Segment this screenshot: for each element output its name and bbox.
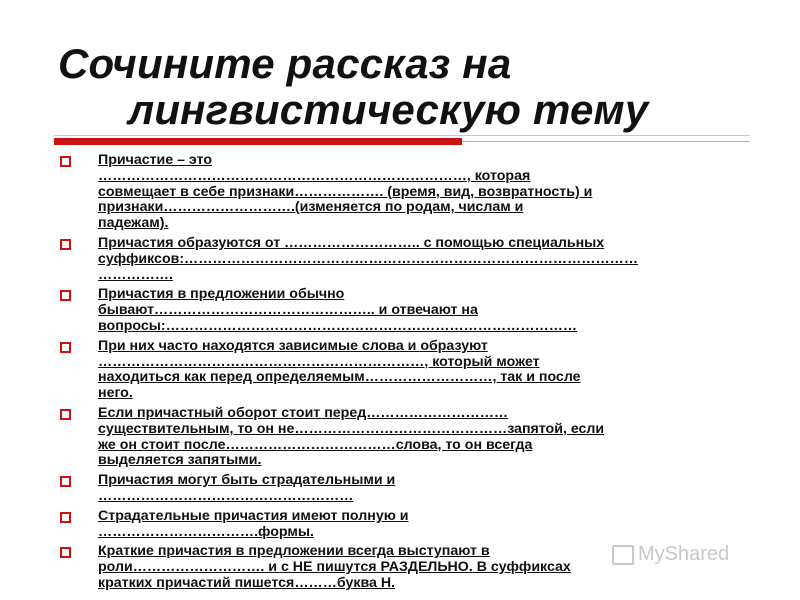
bullet-item — [58, 339, 748, 402]
watermark-logo-icon — [612, 545, 634, 565]
square-bullet-icon — [60, 512, 71, 523]
bullet-text: Причастия образуются от ……………………….. с помощью специальных суффиксов:…………………………………………………………………………………… ……………. — [98, 234, 639, 283]
bullet-text: Страдательные причастия имеют полную и …………………………….формы. — [98, 507, 409, 540]
square-bullet-icon — [60, 342, 71, 353]
bullet-text: Причастия в предложении обычно бывают……………………………………….. и отвечают на вопросы:…………………………………………………………………………… — [98, 286, 578, 334]
square-bullet-icon — [60, 476, 71, 487]
bullet-item — [58, 287, 748, 334]
watermark — [612, 543, 729, 566]
bullet-text: Если причастный оборот стоит перед………………………… существительным, то он не………………………………………запятой, если же он стоит после………………………………слова, то он всегда выделяется запятыми. — [98, 404, 605, 469]
square-bullet-icon — [60, 547, 71, 558]
square-bullet-icon — [60, 409, 71, 420]
bullet-text: При них часто находятся зависимые слова и образуют ……………………………………………………………, который может находиться как перед определяемым………………………, так и после него. — [98, 337, 581, 402]
bullet-text: Краткие причастия в предложении всегда выступают в роли………………………. и с НЕ пишутся РАЗДЕЛЬНО. В суффиксах кратких причастий пишется………буква Н. — [98, 543, 571, 591]
square-bullet-icon — [60, 156, 71, 167]
title-divider-grey — [462, 141, 750, 142]
bullet-list — [58, 153, 748, 596]
title-line-1: Сочините рассказ на — [58, 40, 512, 87]
bullet-text: Причастие – это ……………………………………………………………………, которая совмещает в себе признаки………………. (время, вид, возвратность) и признаки……………………….(изменяется по родам, числам и падежам). — [98, 152, 593, 232]
square-bullet-icon — [60, 290, 71, 301]
watermark-text: MyShared — [638, 543, 730, 565]
title-divider-thin — [54, 135, 750, 136]
bullet-item — [58, 153, 748, 232]
bullet-item — [58, 236, 748, 283]
title-line-2: лингвистическую тему — [128, 86, 649, 133]
title-divider-red — [54, 138, 462, 145]
bullet-item — [58, 473, 748, 505]
bullet-item — [58, 406, 748, 469]
bullet-text: Причастия могут быть страдательными и ……………………………………………… — [98, 472, 396, 504]
bullet-item — [58, 509, 748, 541]
square-bullet-icon — [60, 239, 71, 250]
